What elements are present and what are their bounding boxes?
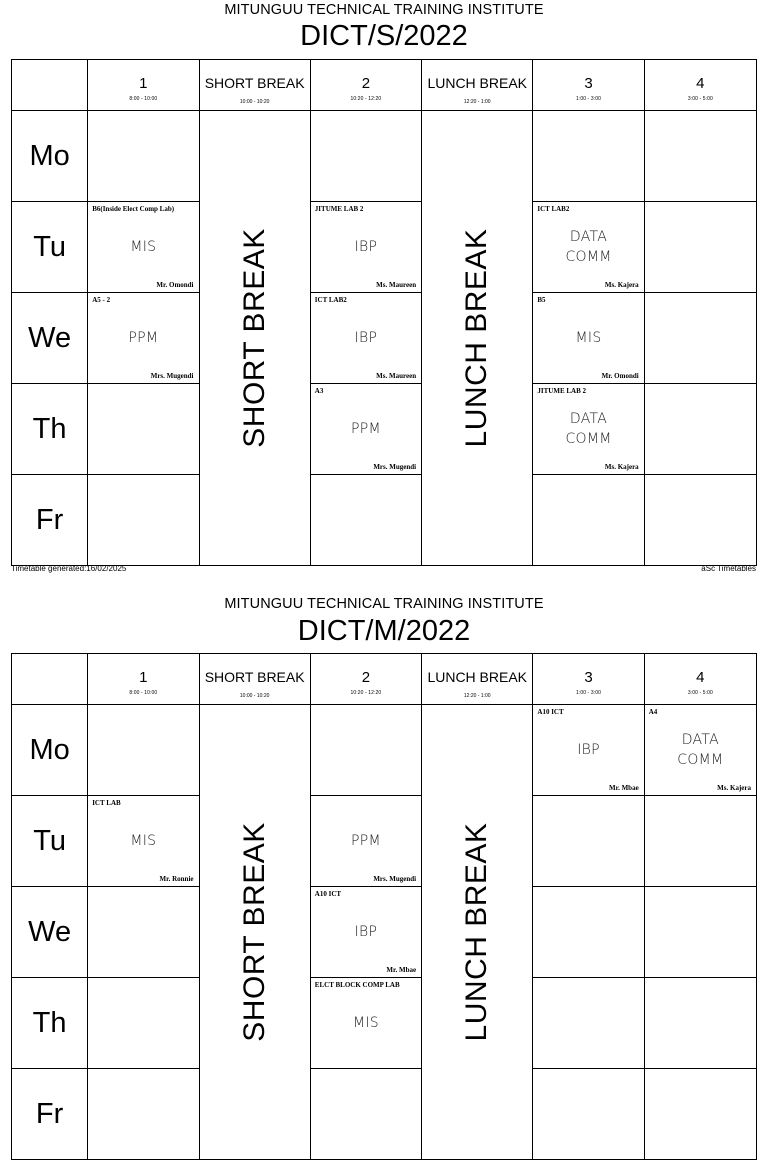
break-header	[199, 60, 310, 111]
empty-cell	[88, 384, 199, 475]
period-header-1	[88, 60, 199, 111]
lesson-room: ELCT BLOCK COMP LAB	[314, 981, 400, 989]
lesson-room: JITUME LAB 2	[537, 387, 587, 395]
period-header-2	[310, 654, 421, 705]
lesson-room: B6(Inside Elect Comp Lab)	[92, 205, 175, 213]
break-name: SHORT BREAK	[204, 669, 305, 685]
day-label: Th	[12, 978, 88, 1069]
lesson-subject: MIS	[575, 330, 602, 346]
lesson-teacher: Ms. Maureen	[376, 281, 417, 289]
empty-cell	[88, 887, 199, 978]
day-label: Mo	[12, 705, 88, 796]
lesson-cell	[533, 202, 644, 293]
lesson-subject: PPM	[351, 833, 381, 849]
lesson-subject: PPM	[128, 330, 159, 346]
break-header	[422, 654, 533, 705]
short-break-column	[199, 111, 310, 566]
period-number: 3	[584, 75, 593, 92]
lesson-subject: MIS	[130, 833, 157, 849]
lesson-room: JITUME LAB 2	[314, 205, 364, 213]
period-time: 1:00 - 3:00	[576, 690, 602, 696]
period-number: 2	[361, 669, 371, 686]
break-time: 10:00 - 10:20	[239, 99, 270, 105]
period-header-row	[12, 654, 757, 705]
lesson-teacher: Ms. Kajera	[604, 463, 639, 471]
empty-cell	[310, 1069, 421, 1160]
empty-cell	[644, 111, 756, 202]
period-time: 3:00 - 5:00	[687, 690, 713, 696]
day-label: Fr	[12, 1069, 88, 1160]
lesson-cell	[88, 796, 199, 887]
timetable-generated-note: Timetable generated:16/02/2025	[11, 564, 127, 573]
lesson-teacher: Mrs. Mugendi	[373, 875, 417, 883]
period-header-3	[533, 60, 644, 111]
lunch-break-label: LUNCH BREAK	[460, 228, 494, 448]
lesson-cell	[310, 887, 421, 978]
lesson-room: ICT LAB2	[537, 205, 570, 213]
break-header	[199, 654, 310, 705]
lesson-teacher: Mr. Ronnie	[159, 875, 194, 883]
period-header-4	[644, 60, 756, 111]
day-label: We	[12, 293, 88, 384]
lesson-cell	[310, 978, 421, 1069]
lesson-teacher: Mr. Mbae	[386, 966, 417, 974]
empty-cell	[533, 475, 644, 566]
lesson-teacher: Mr. Omondi	[601, 372, 639, 380]
period-header-4	[644, 654, 756, 705]
break-name: LUNCH BREAK	[427, 669, 528, 685]
lunch-break-column	[422, 111, 533, 566]
empty-cell	[310, 705, 421, 796]
period-time: 8:00 - 10:00	[129, 690, 158, 696]
lesson-subject: MIS	[130, 239, 157, 255]
period-header-1	[88, 654, 199, 705]
period-header-2	[310, 60, 421, 111]
break-name: LUNCH BREAK	[427, 75, 528, 91]
day-row-fr	[12, 475, 757, 566]
period-time: 10:20 - 12:20	[350, 96, 382, 102]
empty-cell	[533, 978, 644, 1069]
period-number: 4	[696, 669, 705, 686]
lesson-teacher: Mr. Mbae	[609, 784, 639, 792]
lesson-cell	[533, 384, 644, 475]
empty-cell	[644, 1069, 756, 1160]
empty-cell	[88, 705, 199, 796]
period-time: 10:20 - 12:20	[350, 690, 382, 696]
lesson-cell	[88, 293, 199, 384]
short-break-label: SHORT BREAK	[237, 822, 271, 1042]
day-label: Mo	[12, 111, 88, 202]
lesson-teacher: Mrs. Mugendi	[373, 463, 417, 471]
day-row-tu	[12, 202, 757, 293]
break-name: SHORT BREAK	[204, 75, 305, 91]
period-time: 1:00 - 3:00	[576, 96, 602, 102]
day-row-tu	[12, 796, 757, 887]
lesson-teacher: Ms. Kajera	[717, 784, 751, 792]
lesson-subject: DATA COMM	[565, 411, 612, 447]
lesson-subject: IBP	[354, 239, 378, 255]
lesson-subject: MIS	[352, 1015, 379, 1031]
lesson-room: B5	[537, 296, 546, 304]
lesson-cell	[88, 202, 199, 293]
corner-cell	[12, 654, 88, 705]
break-time: 12:20 - 1:00	[463, 99, 491, 105]
lesson-room: A10 ICT	[537, 708, 564, 716]
lesson-subject: IBP	[354, 924, 378, 940]
lesson-room: ICT LAB2	[314, 296, 347, 304]
empty-cell	[310, 475, 421, 566]
asc-timetables-credit: aSc Timetables	[701, 564, 756, 573]
day-row-mo	[12, 705, 757, 796]
lesson-cell	[310, 796, 421, 887]
break-time: 10:00 - 10:20	[239, 693, 270, 699]
day-label: Fr	[12, 475, 88, 566]
lesson-subject: DATA COMM	[565, 229, 612, 265]
day-row-we	[12, 887, 757, 978]
empty-cell	[88, 978, 199, 1069]
empty-cell	[533, 1069, 644, 1160]
lesson-room: A4	[648, 708, 658, 716]
day-label: Th	[12, 384, 88, 475]
class-title: DICT/M/2022	[297, 615, 471, 647]
empty-cell	[644, 384, 756, 475]
period-number: 4	[696, 75, 705, 92]
lunch-break-column	[422, 705, 533, 1160]
lesson-teacher: Ms. Kajera	[604, 281, 639, 289]
empty-cell	[644, 475, 756, 566]
lesson-subject: IBP	[354, 330, 378, 346]
lesson-cell	[310, 384, 421, 475]
lesson-room: A10 ICT	[314, 890, 342, 898]
period-number: 3	[584, 669, 593, 686]
lesson-subject: PPM	[351, 421, 381, 437]
timetable-grid	[11, 653, 757, 1160]
day-row-th	[12, 978, 757, 1069]
break-header	[422, 60, 533, 111]
empty-cell	[533, 796, 644, 887]
lesson-cell	[310, 202, 421, 293]
lesson-teacher: Mr. Omondi	[156, 281, 194, 289]
lesson-cell	[644, 705, 756, 796]
lesson-teacher: Ms. Maureen	[376, 372, 417, 380]
short-break-column	[199, 705, 310, 1160]
empty-cell	[88, 1069, 199, 1160]
break-time: 12:20 - 1:00	[463, 693, 491, 699]
day-row-mo	[12, 111, 757, 202]
lesson-cell	[533, 293, 644, 384]
day-row-we	[12, 293, 757, 384]
day-row-th	[12, 384, 757, 475]
empty-cell	[533, 887, 644, 978]
period-time: 3:00 - 5:00	[687, 96, 713, 102]
lesson-room: A5 - 2	[92, 296, 111, 304]
institute-name: MITUNGUU TECHNICAL TRAINING INSTITUTE	[224, 2, 544, 18]
period-header-3	[533, 654, 644, 705]
corner-cell	[12, 60, 88, 111]
day-label: Tu	[12, 796, 88, 887]
day-row-fr	[12, 1069, 757, 1160]
period-number: 1	[139, 669, 148, 686]
period-time: 8:00 - 10:00	[129, 96, 158, 102]
empty-cell	[644, 796, 756, 887]
lesson-subject: IBP	[577, 742, 600, 758]
timetable-grid	[11, 59, 757, 566]
institute-name: MITUNGUU TECHNICAL TRAINING INSTITUTE	[224, 596, 544, 612]
period-number: 2	[361, 75, 371, 92]
empty-cell	[644, 887, 756, 978]
lesson-room: ICT LAB	[92, 799, 121, 807]
class-title: DICT/S/2022	[300, 20, 468, 52]
period-header-row	[12, 60, 757, 111]
lunch-break-label: LUNCH BREAK	[460, 822, 494, 1042]
lesson-room: A3	[314, 387, 324, 395]
lesson-subject: DATA COMM	[677, 732, 724, 768]
day-label: Tu	[12, 202, 88, 293]
empty-cell	[88, 475, 199, 566]
period-number: 1	[139, 75, 148, 92]
lesson-teacher: Mrs. Mugendi	[150, 372, 194, 380]
empty-cell	[644, 978, 756, 1069]
lesson-cell	[533, 705, 644, 796]
short-break-label: SHORT BREAK	[237, 228, 271, 448]
empty-cell	[644, 202, 756, 293]
empty-cell	[310, 111, 421, 202]
empty-cell	[88, 111, 199, 202]
lesson-cell	[310, 293, 421, 384]
empty-cell	[644, 293, 756, 384]
empty-cell	[533, 111, 644, 202]
day-label: We	[12, 887, 88, 978]
